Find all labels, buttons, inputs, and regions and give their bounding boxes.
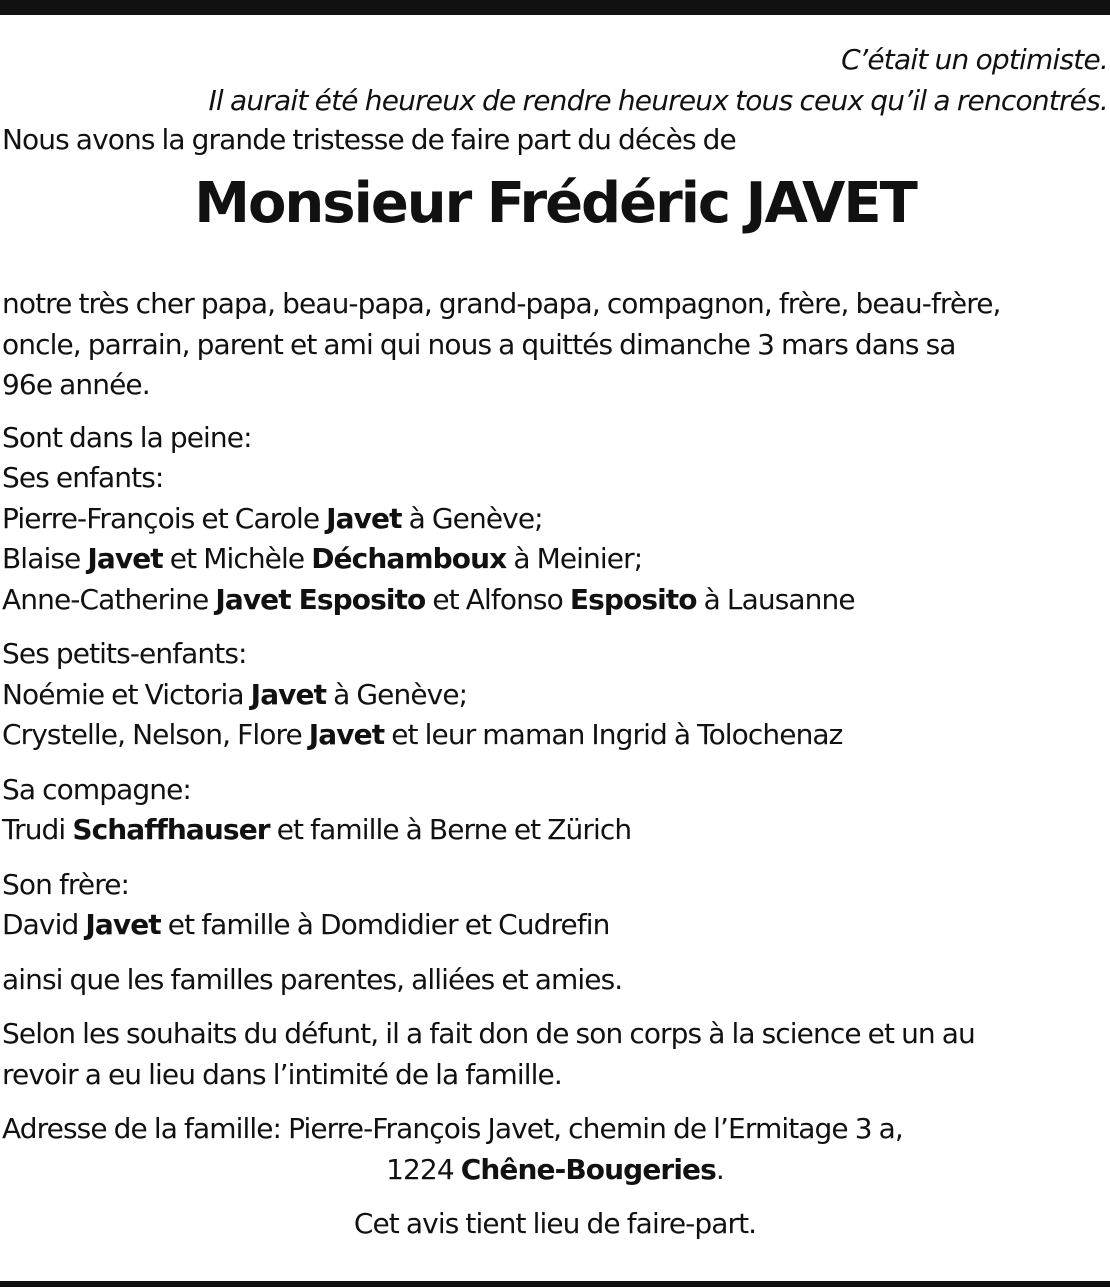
grandchildren-section: [2, 634, 1108, 756]
address-line-1: Adresse de la famille: Pierre-François Javet, chemin de l’Ermitage 3 a,: [2, 1112, 903, 1146]
tribute-line-1: notre très cher papa, beau-papa, grand-papa, compagnon, frère, beau-frère,: [2, 287, 1001, 321]
epigraph-line-1: C’était un optimiste.: [841, 43, 1108, 76]
grandchild-line-1: Noémie et Victoria Javet à Genève;: [2, 677, 468, 711]
intro-text: Nous avons la grande tristesse de faire part du décès de: [2, 123, 736, 156]
companion-section: [2, 770, 1108, 851]
brother-heading: Son frère:: [2, 867, 130, 901]
wishes: [2, 1014, 1108, 1095]
notice-text: Cet avis tient lieu de faire-part.: [353, 1207, 757, 1241]
tribute-line-3: 96e année.: [2, 368, 150, 402]
children-heading: Ses enfants:: [2, 461, 164, 495]
child-line-1: Pierre-François et Carole Javet à Genève;: [2, 501, 543, 535]
grandchild-line-2: Crystelle, Nelson, Flore Javet et leur maman Ingrid à Tolochenaz: [2, 718, 843, 752]
epigraph: [2, 40, 1108, 121]
child-line-3: Anne-Catherine Javet Esposito et Alfonso Esposito à Lausanne: [2, 582, 855, 616]
tribute: [2, 284, 1108, 406]
brother-line: David Javet et famille à Domdidier et Cudrefin: [2, 908, 610, 942]
wishes-line-2: revoir a eu lieu dans l’intimité de la famille.: [2, 1057, 562, 1091]
mourners-heading: Sont dans la peine:: [2, 420, 252, 454]
address-line-2: 1224 Chêne-Bougeries.: [386, 1152, 724, 1186]
obituary-notice: [0, 40, 1110, 1245]
child-line-2: Blaise Javet et Michèle Déchamboux à Meinier;: [2, 542, 643, 576]
companion-heading: Sa compagne:: [2, 772, 191, 806]
grandchildren-heading: Ses petits-enfants:: [2, 637, 247, 671]
companion-line: Trudi Schaffhauser et famille à Berne et Zürich: [2, 813, 632, 847]
wishes-line-1: Selon les souhaits du défunt, il a fait don de son corps à la science et un au: [2, 1017, 975, 1051]
top-rule: [0, 0, 1110, 15]
tribute-line-2: oncle, parrain, parent et ami qui nous a quittés dimanche 3 mars dans sa: [2, 327, 956, 361]
families-text: ainsi que les familles parentes, alliées et amies.: [2, 962, 623, 996]
deceased-name: Monsieur Frédéric JAVET: [194, 170, 916, 236]
brother-section: [2, 865, 1108, 946]
children-section: [2, 418, 1108, 621]
family-address: [2, 1109, 1108, 1190]
epigraph-line-2: Il aurait été heureux de rendre heureux tous ceux qu’il a rencontrés.: [208, 83, 1108, 117]
bottom-rule: [0, 1281, 1110, 1287]
